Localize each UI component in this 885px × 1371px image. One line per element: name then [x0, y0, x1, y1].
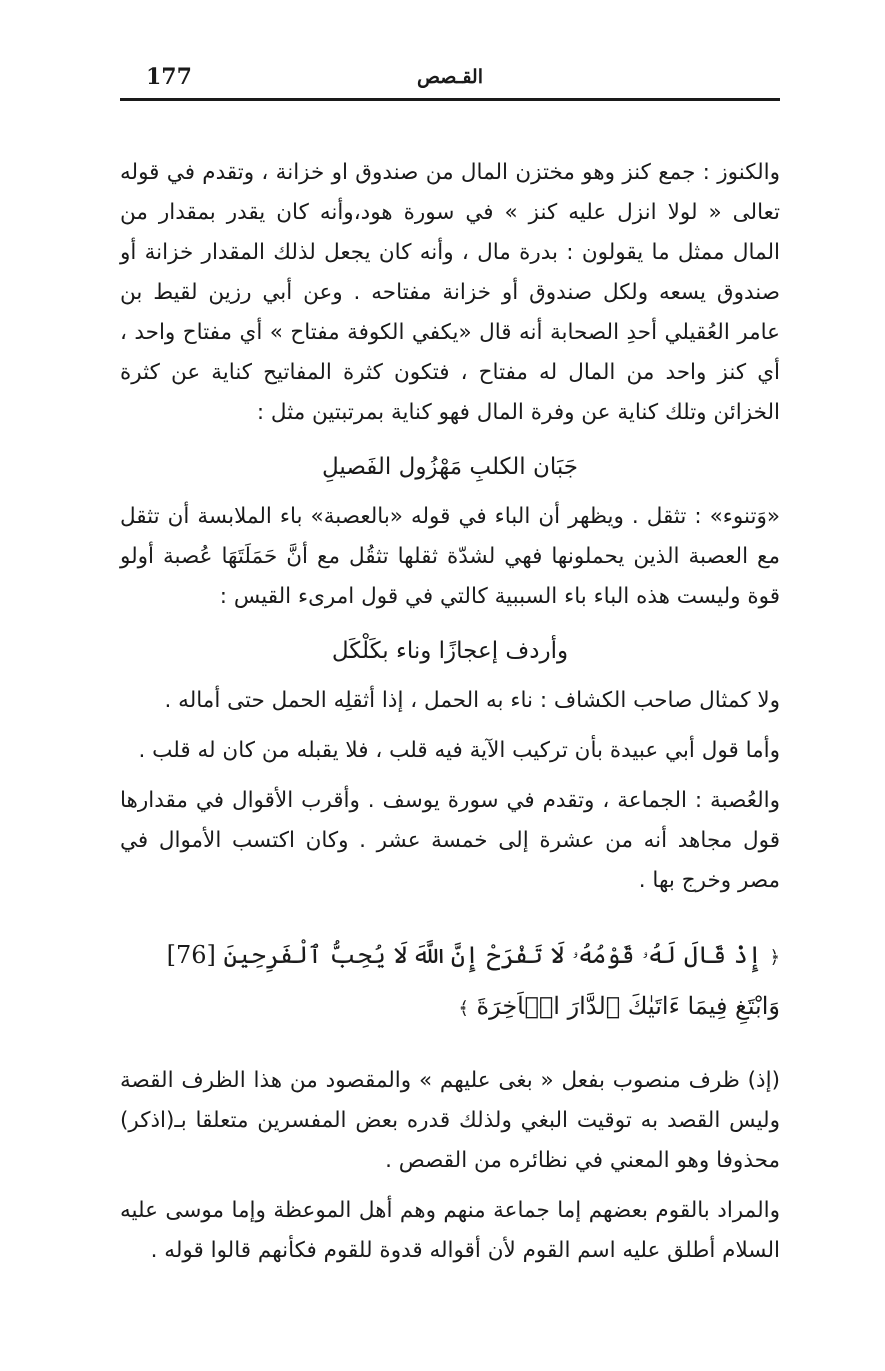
quran-open-bracket: ﴿ — [769, 947, 780, 968]
quran-verse-text: إِذْ قَالَ لَهُۥ قَوْمُهُۥ لَا تَفْرَحْ إِنَّ اللَّهَ لَا يُحِبُّ ٱلْفَرِحِينَ [76] وَابْتَغِ فِيمَا ءَاتَيٰكَ ٱلدَّارَ الۡاَخِرَةَ — [166, 941, 780, 1020]
paragraph-idh: (إذ) ظرف منصوب بفعل « بغى عليهم » والمقصود من هذا الظرف القصة وليس القصد به توقيت البغي ولذلك قدره بعض المفسرين متعلقا بـ(اذكر) محذوفا وهو المعني في نظائره من القصص . — [120, 1068, 780, 1173]
paragraph-qawm: والمراد بالقوم بعضهم إما جماعة منهم وهم أهل الموعظة وإما موسى عليه السلام أطلق عليه اسم القوم لأن أقواله قدوة للقوم فكأنهم قالوا قوله . — [120, 1198, 780, 1263]
poetry-verse: وأردف إعجازًا وناء بكَلْكَل — [331, 638, 569, 664]
running-title: القـصص — [417, 66, 483, 88]
page-body — [120, 101, 780, 1271]
paragraph-kunuz: والكنوز : جمع كنز وهو مختزن المال من صندوق او خزانة ، وتقدم في قوله تعالى « لولا انزل عليه كنز » في سورة هود،وأنه كان يقدر بمقدار من المال ممثل ما يقولون : بدرة مال ، وأنه كان يجعل لذلك المقدار خزانة أو صندوق يسعه ولكل صندوق أو خزانة مفتاحه . وعن أبي رزين لقيط بن عامر العُقيلي أحدِ الصحابة أنه قال «يكفي الكوفة مفتاح » أي مفتاح واحد ، أي كنز واحد من المال له مفتاح ، فتكون كثرة المفاتيح كناية عن كثرة الخزائن وتلك كناية عن وفرة المال فهو كناية بمرتبتين مثل : — [120, 160, 780, 425]
paragraph-tanu: «وَتنوء» : تثقل . ويظهر أن الباء في قوله «بالعصبة» باء الملابسة أن تثقل مع العصبة الذين يحملونها فهي لشدّة ثقلها تثقُل مع أنَّ حَمَلَتَهَا عُصبة أولو قوة وليست هذه الباء باء السببية كالتي في قول امرىء القيس : — [120, 504, 780, 609]
paragraph-usba: والعُصبة : الجماعة ، وتقدم في سورة يوسف . وأقرب الأقوال في مقدارها قول مجاهد أنه من عشرة إلى خمسة عشر . وكان اكتسب الأموال في مصر وخرج بها . — [120, 788, 780, 893]
poetry-verse: جَبَان الكلبِ مَهْزُول الفَصيلِ — [321, 454, 579, 480]
page-number: 177 — [146, 64, 192, 90]
page-header — [120, 58, 780, 101]
paragraph-abu-ubayda: وأما قول أبي عبيدة بأن تركيب الآية فيه قلب ، فلا يقبله من كان له قلب . — [138, 738, 780, 763]
book-page — [120, 58, 780, 1271]
quran-verse — [120, 931, 780, 1033]
quran-close-bracket: ﴾ — [458, 998, 469, 1019]
paragraph-kashshaf: ولا كمثال صاحب الكشاف : ناء به الحمل ، إذا أثقلِه الحمل حتى أماله . — [164, 688, 780, 713]
